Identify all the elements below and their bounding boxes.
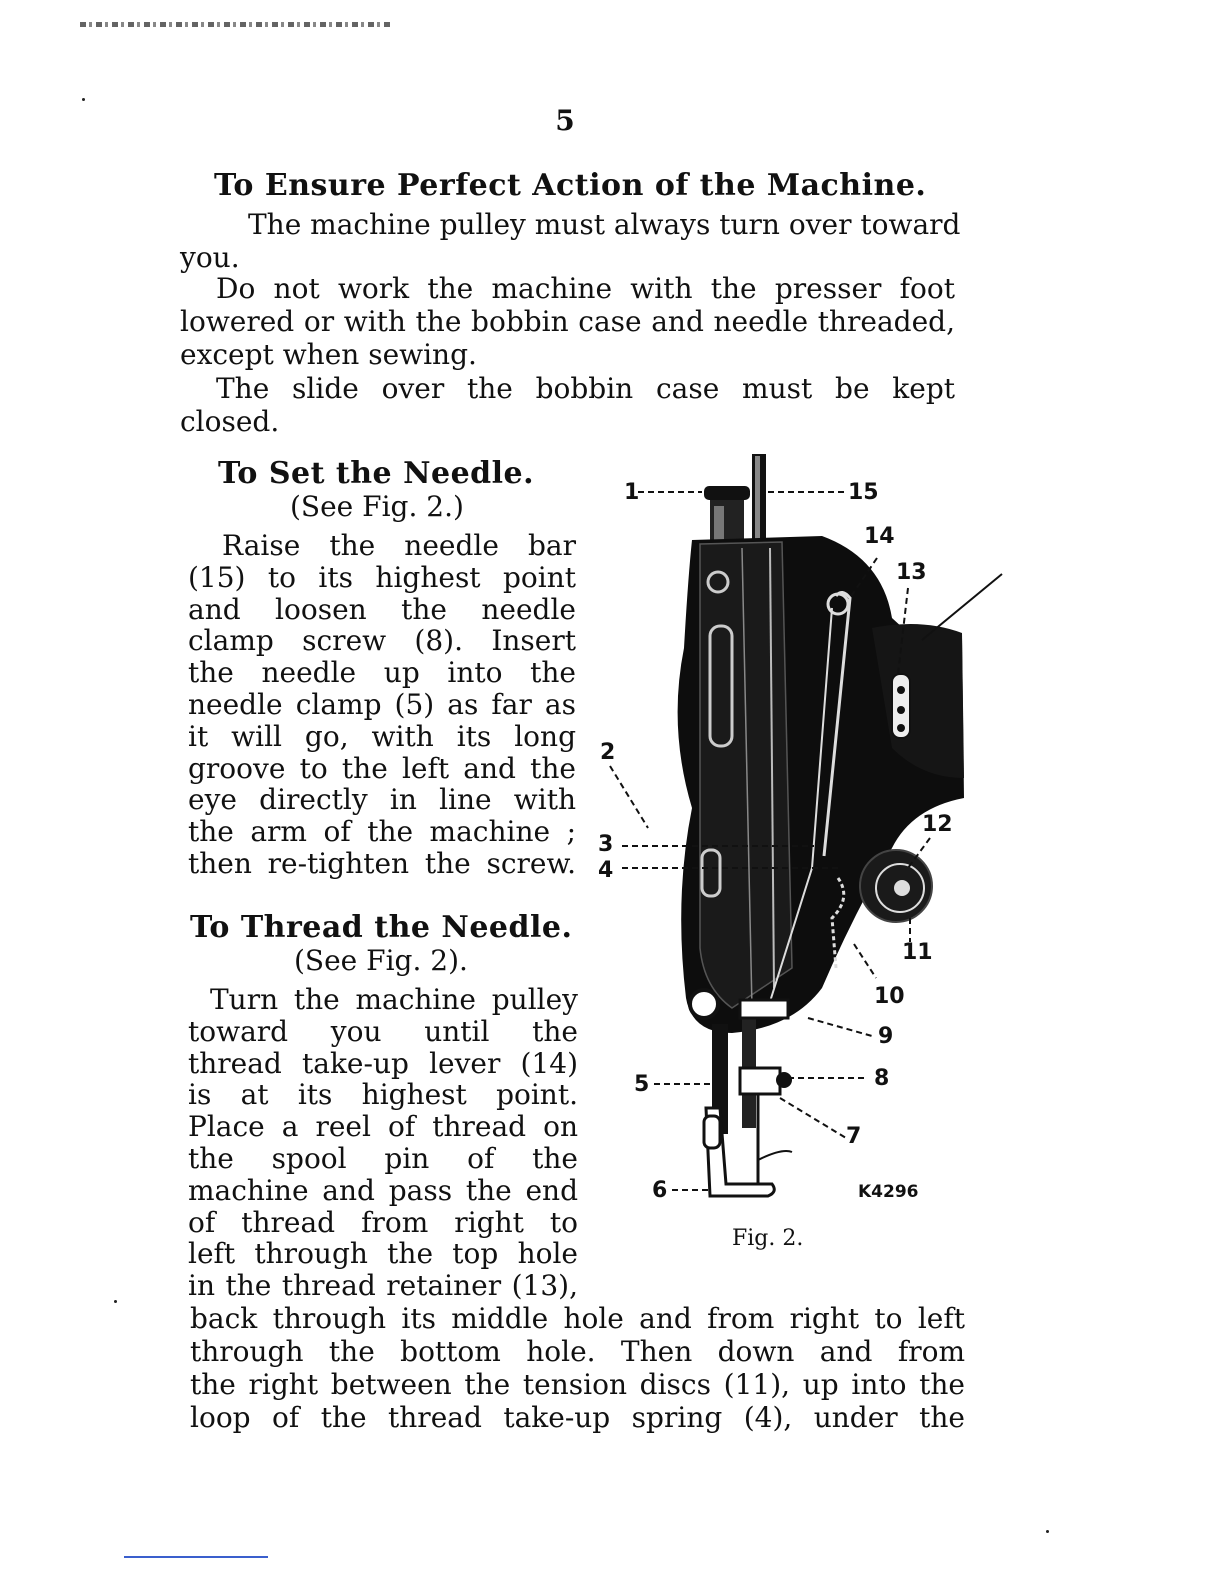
text-line: you. xyxy=(180,241,240,274)
figure-code: K4296 xyxy=(858,1182,919,1202)
figure-sewing-machine-head xyxy=(592,448,1012,1228)
figure-callout-label: 4 xyxy=(598,858,614,883)
figure-callout-label: 7 xyxy=(846,1124,862,1149)
text-line: in the thread retainer (13), xyxy=(188,1269,578,1303)
paragraph-pulley xyxy=(180,208,961,274)
text-line: it will go, with its long xyxy=(188,719,576,753)
text-line: back through its middle hole and from right to left xyxy=(190,1302,965,1335)
text-line: The slide over the bobbin case must be kept xyxy=(216,372,955,405)
text-line: of thread from right to xyxy=(188,1205,578,1239)
text-line: toward you until the xyxy=(188,1014,578,1048)
text-line: thread take-up lever (14) xyxy=(188,1046,578,1080)
figure-callout-label: 14 xyxy=(864,524,895,549)
text-line: Raise the needle bar xyxy=(222,529,576,562)
figure-callout-label: 13 xyxy=(896,560,927,585)
text-line: The machine pulley must always turn over toward xyxy=(248,208,961,241)
sewing-machine-illustration xyxy=(592,448,1012,1228)
figure-callout-label: 2 xyxy=(600,740,616,765)
text-line: the needle up into the xyxy=(188,656,576,690)
text-line: machine and pass the end xyxy=(188,1173,578,1207)
text-line: Turn the machine pulley xyxy=(210,983,578,1016)
text-line: and loosen the needle xyxy=(188,592,576,626)
section-heading-set-needle: To Set the Needle. xyxy=(218,456,535,491)
section-subheading-see-fig: (See Fig. 2). xyxy=(294,944,468,977)
text-line: is at its highest point. xyxy=(188,1078,578,1112)
page-number: 5 xyxy=(555,104,575,137)
text-line: except when sewing. xyxy=(180,338,477,371)
figure-caption: Fig. 2. xyxy=(732,1226,804,1251)
scan-speck xyxy=(82,98,85,101)
section-heading-thread-needle: To Thread the Needle. xyxy=(190,910,573,945)
text-line: the right between the tension discs (11), up into the xyxy=(190,1368,965,1401)
text-line: the arm of the machine ; xyxy=(188,815,576,849)
text-line: then re-tighten the screw. xyxy=(188,846,576,880)
figure-callout-label: 5 xyxy=(634,1072,650,1097)
text-line: eye directly in line with xyxy=(188,783,576,817)
text-line: loop of the thread take-up spring (4), under the xyxy=(190,1401,965,1434)
text-line: Do not work the machine with the presser foot xyxy=(216,272,955,305)
scan-speck xyxy=(114,1300,117,1303)
figure-callout-label: 9 xyxy=(878,1024,894,1049)
figure-callout-label: 1 xyxy=(624,480,640,505)
text-line: Place a reel of thread on xyxy=(188,1110,578,1144)
figure-callout-label: 15 xyxy=(848,480,879,505)
text-line: left through the top hole xyxy=(188,1237,578,1271)
figure-callout-label: 3 xyxy=(598,832,614,857)
figure-callout-label: 12 xyxy=(922,812,953,837)
paragraph-set-needle xyxy=(188,530,576,880)
figure-callout-label: 11 xyxy=(902,940,933,965)
text-line: closed. xyxy=(180,405,280,438)
text-line: groove to the left and the xyxy=(188,751,576,785)
text-line: lowered or with the bobbin case and needle threaded, xyxy=(180,305,955,338)
figure-callout-label: 10 xyxy=(874,984,905,1009)
section-heading-perfect-action: To Ensure Perfect Action of the Machine. xyxy=(214,168,927,203)
text-line: needle clamp (5) as far as xyxy=(188,687,576,721)
text-line: (15) to its highest point xyxy=(188,560,576,594)
paragraph-thread-needle xyxy=(188,984,578,1302)
figure-callout-label: 8 xyxy=(874,1066,890,1091)
text-line: clamp screw (8). Insert xyxy=(188,624,576,658)
text-line: through the bottom hole. Then down and from xyxy=(190,1335,965,1368)
text-line: the spool pin of the xyxy=(188,1141,578,1175)
scan-edge-mark xyxy=(80,22,390,27)
paragraph-thread-continued xyxy=(190,1302,965,1434)
figure-callout-label: 6 xyxy=(652,1178,668,1203)
scan-underline-mark xyxy=(124,1556,268,1558)
section-subheading-see-fig: (See Fig. 2.) xyxy=(290,490,464,523)
paragraph-presser-foot xyxy=(180,272,955,371)
scan-speck xyxy=(1046,1530,1049,1533)
paragraph-slide xyxy=(180,372,955,438)
